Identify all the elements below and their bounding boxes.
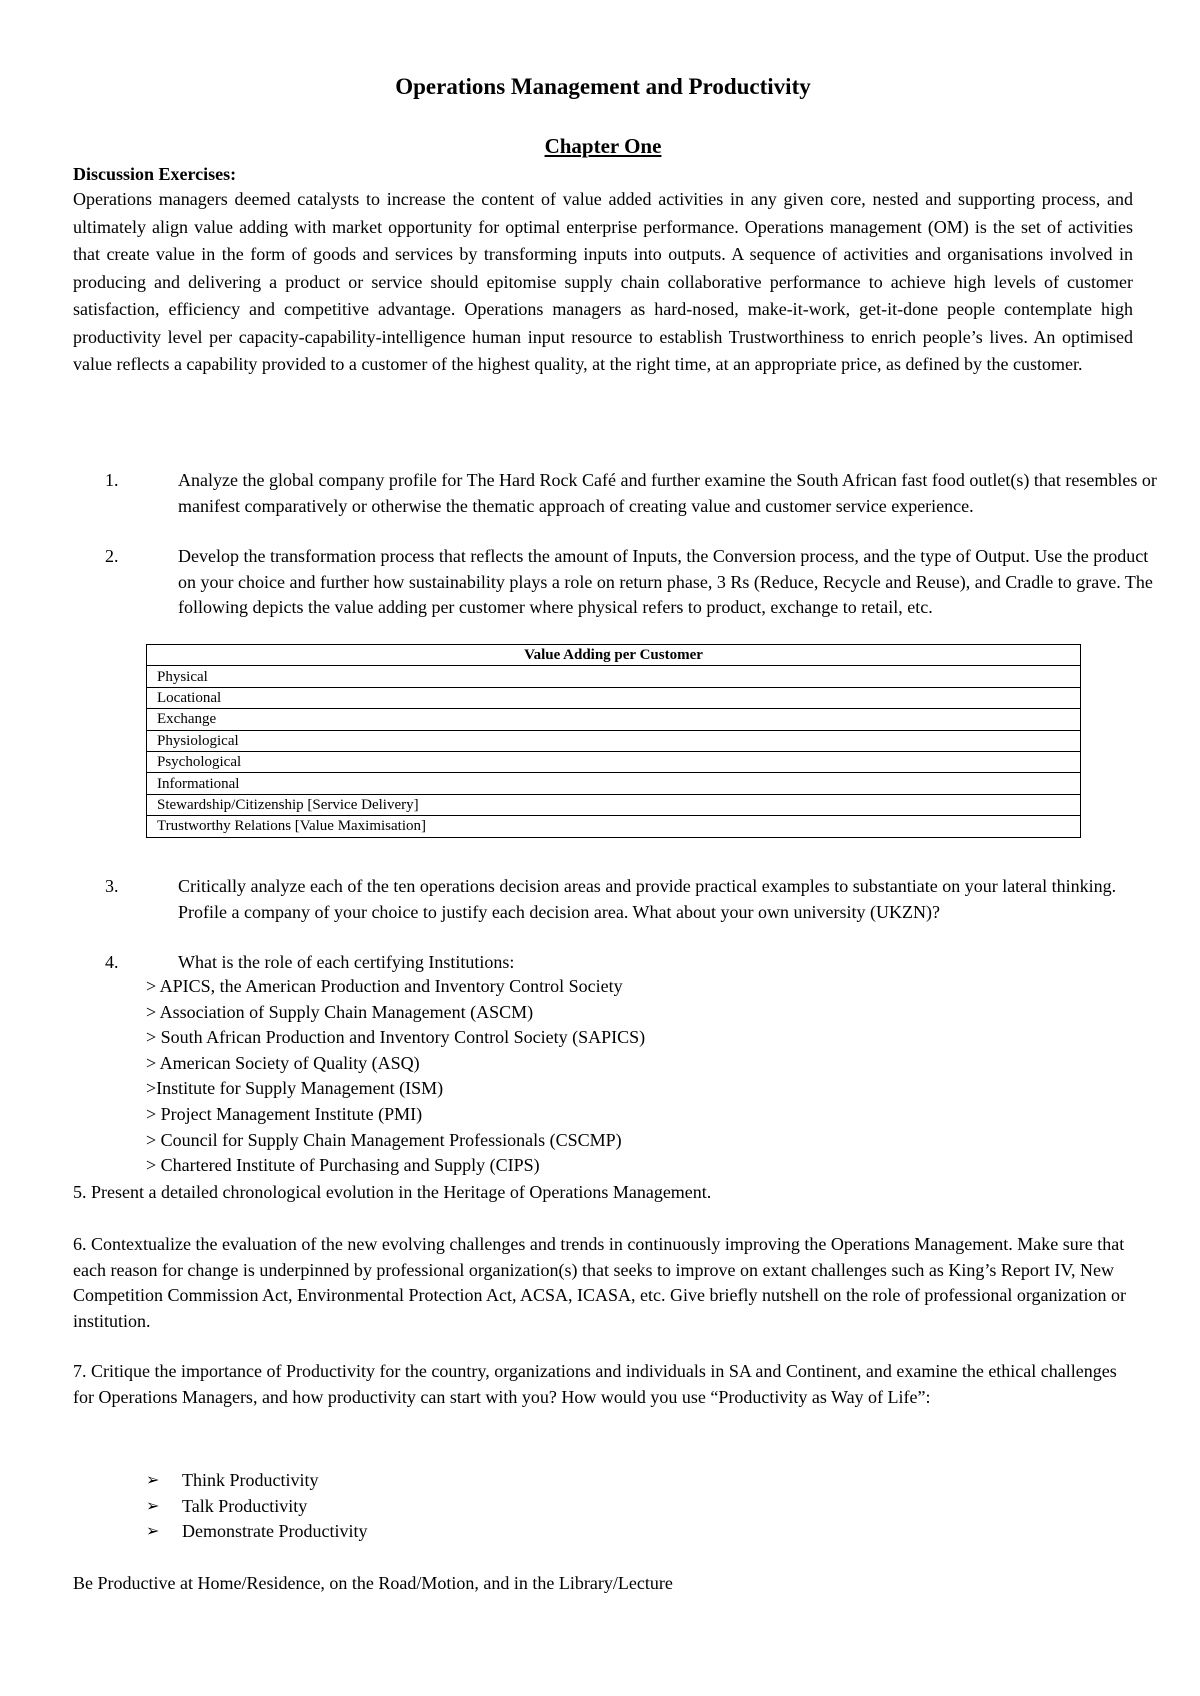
- question-7: 7. Critique the importance of Productivity for the country, organizations and individuals in SA and Continent, and examine the ethical challenges for Operations Managers, and how productivity can start with you? How would you use “Productivity as Way of Life”:: [73, 1361, 1117, 1407]
- list-item: >Institute for Supply Management (ISM): [146, 1078, 444, 1099]
- question-5: 5. Present a detailed chronological evolution in the Heritage of Operations Management.: [73, 1182, 712, 1202]
- table-cell: Informational: [147, 773, 1081, 794]
- arrow-bullet-icon: ➢: [146, 1497, 160, 1515]
- table-cell: Physical: [147, 666, 1081, 687]
- table-cell: Stewardship/Citizenship [Service Delivery]: [147, 794, 1081, 815]
- chapter-heading: Chapter One: [544, 134, 662, 158]
- productivity-bullets: [146, 1468, 367, 1545]
- list-item: > Association of Supply Chain Management (ASCM): [146, 1001, 534, 1022]
- question-text: Critically analyze each of the ten operations decision areas and provide practical examples to substantiate on your lateral thinking. Profile a company of your choice to justify each decision area. What about your own university (UKZN)?: [178, 876, 1117, 922]
- table-row: [147, 666, 1081, 687]
- table-cell: Psychological: [147, 751, 1081, 772]
- bullet-text: Demonstrate Productivity: [182, 1521, 368, 1541]
- table-cell: Physiological: [147, 730, 1081, 751]
- table-header: Value Adding per Customer: [147, 645, 1081, 666]
- table-row: [147, 794, 1081, 815]
- question-number: 4.: [105, 952, 119, 972]
- table-row: [147, 709, 1081, 730]
- list-item: > Chartered Institute of Purchasing and Supply (CIPS): [146, 1155, 540, 1176]
- arrow-bullet-icon: ➢: [146, 1472, 160, 1489]
- section-label: Discussion Exercises:: [73, 164, 237, 184]
- question-text: What is the role of each certifying Institutions:: [178, 952, 515, 972]
- table-cell: Locational: [147, 687, 1081, 708]
- bullet-text: Think Productivity: [182, 1470, 319, 1490]
- value-adding-table: [146, 644, 1081, 838]
- list-item: > South African Production and Inventory Control Society (SAPICS): [146, 1027, 646, 1048]
- list-item: > American Society of Quality (ASQ): [146, 1052, 420, 1073]
- bullet-text: Talk Productivity: [182, 1495, 308, 1516]
- question-number: 1.: [105, 470, 119, 490]
- question-6: 6. Contextualize the evaluation of the new evolving challenges and trends in continuously improving the Operations Management. Make sure that each reason for change is underpinned by professional organization(s) that seeks to improve on extant challenges such as King’s Report IV, New Competition Commission Act, Environmental Protection Act, ACSA, ICASA, etc. Give briefly nutshell on the role of professional organization or institution.: [73, 1234, 1127, 1331]
- question-number: 2.: [105, 546, 119, 566]
- arrow-bullet-icon: ➢: [146, 1523, 160, 1540]
- question-text: Analyze the global company profile for The Hard Rock Café and further examine the South African fast food outlet(s) that resembles or manifest comparatively or otherwise the thematic approach of creating value and customer service experience.: [178, 470, 1157, 516]
- list-item: [146, 1494, 367, 1520]
- table-row: [147, 773, 1081, 794]
- question-number: 3.: [105, 876, 119, 896]
- document-title: Operations Management and Productivity: [395, 74, 811, 99]
- list-item: [146, 1519, 367, 1545]
- table-row: [147, 730, 1081, 751]
- table-cell: Exchange: [147, 709, 1081, 730]
- list-item: > APICS, the American Production and Inventory Control Society: [146, 976, 623, 996]
- table-cell: Trustworthy Relations [Value Maximisation]: [147, 816, 1081, 837]
- list-item: [146, 1468, 367, 1494]
- table-row: [147, 816, 1081, 837]
- question-text: Develop the transformation process that reflects the amount of Inputs, the Conversion process, and the type of Output. Use the product on your choice and further how sustainability plays a role on return phase, 3 Rs (Reduce, Recycle and Reuse), and Cradle to grave. The following depicts the value adding per customer where physical refers to product, exchange to retail, etc.: [178, 546, 1153, 617]
- table-row: [147, 687, 1081, 708]
- intro-paragraph: Operations managers deemed catalysts to increase the content of value added activities in any given core, nested and supporting process, and ultimately align value adding with market opportunity for optimal enterprise performance. Operations management (OM) is the set of activities that create value in the form of goods and services by transforming inputs into outputs. A sequence of activities and organisations involved in producing and delivering a product or service should epitomise supply chain collaborative performance to achieve high levels of customer satisfaction, efficiency and competitive advantage. Operations managers as hard-nosed, make-it-work, get-it-done people contemplate high productivity level per capacity-capability-intelligence human input resource to establish Trustworthiness to enrich people’s lives. An optimised value reflects a capability provided to a customer of the highest quality, at the right time, at an appropriate price, as defined by the customer.: [73, 189, 1133, 374]
- closing-line: Be Productive at Home/Residence, on the Road/Motion, and in the Library/Lecture: [73, 1573, 673, 1593]
- institutions-list: [146, 974, 645, 1179]
- list-item: > Council for Supply Chain Management Professionals (CSCMP): [146, 1129, 622, 1150]
- table-row: [147, 751, 1081, 772]
- list-item: > Project Management Institute (PMI): [146, 1103, 423, 1124]
